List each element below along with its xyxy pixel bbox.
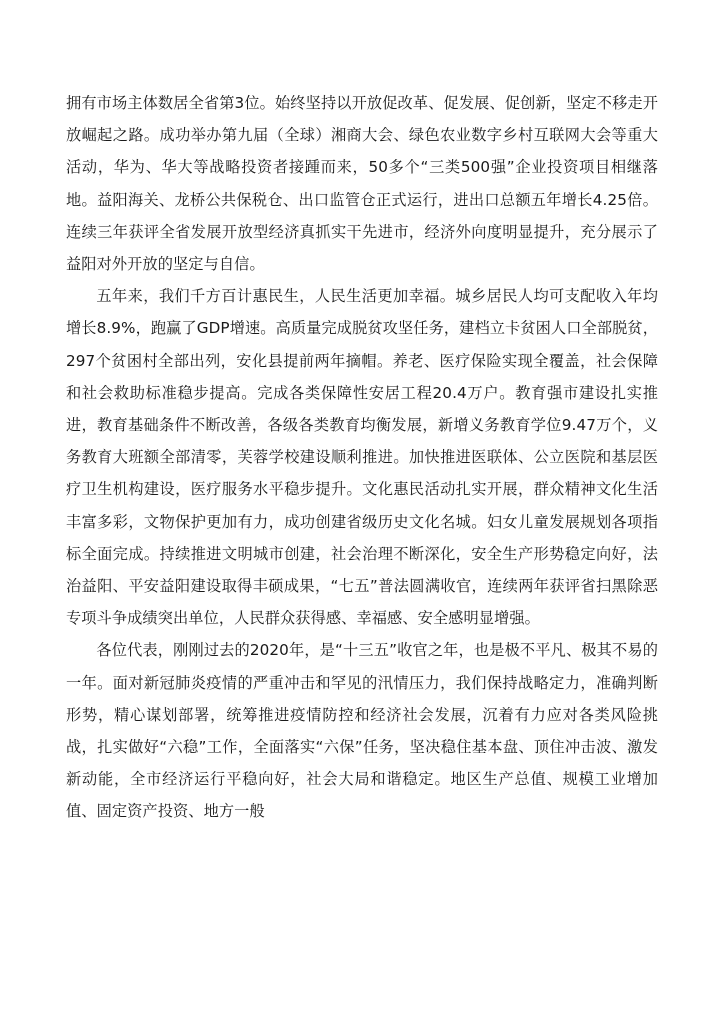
paragraph-2020-review: 各位代表，刚刚过去的2020年，是“十三五”收官之年，也是极不平凡、极其不易的一年。面对新冠肺炎疫情的严重冲击和罕见的汛情压力，我们保持战略定力，准确判断形势，精心谋划部署，统筹推进疫情防控和经济社会发展，沉着有力应对各类风险挑战，扎实做好“六稳”工作，全面落实“六保”任务，坚决稳住基本盘、顶住冲击波、激发新动能，全市经济运行平稳向好，社会大局和谐稳定。地区生产总值、规模工业增加值、固定资产投资、地方一般 [66, 641, 658, 821]
paragraph-livelihood: 五年来，我们千方百计惠民生，人民生活更加幸福。城乡居民人均可支配收入年均增长8.9%，跑赢了GDP增速。高质量完成脱贫攻坚任务，建档立卡贫困人口全部脱贫，297个贫困村全部出列，安化县提前两年摘帽。养老、医疗保险实现全覆盖，社会保障和社会救助标准稳步提高。完成各类保障性安居工程20.4万户。教育强市建设扎实推进，教育基础条件不断改善，各级各类教育均衡发展，新增义务教育学位9.47万个，义务教育大班额全部清零，芙蓉学校建设顺利推进。加快推进医联体、公立医院和基层医疗卫生机构建设，医疗服务水平稳步提升。文化惠民活动扎实开展，群众精神文化生活丰富多彩，文物保护更加有力，成功创建省级历史文化名城。妇女儿童发展规划各项指标全面完成。持续推进文明城市创建，社会治理不断深化，安全生产形势稳定向好，法治益阳、平安益阳建设取得丰硕成果，“七五”普法圆满收官，连续两年获评省扫黑除恶专项斗争成绩突出单位，人民群众获得感、幸福感、安全感明显增强。 [66, 287, 658, 628]
document-body [66, 87, 658, 828]
paragraph-opening-policy: 拥有市场主体数居全省第3位。始终坚持以开放促改革、促发展、促创新，坚定不移走开放崛起之路。成功举办第九届（全球）湘商大会、绿色农业数字乡村互联网大会等重大活动，华为、华大等战略投资者接踵而来，50多个“三类500强”企业投资项目相继落地。益阳海关、龙桥公共保税仓、出口监管仓正式运行，进出口总额五年增长4.25倍。连续三年获评全省发展开放型经济真抓实干先进市，经济外向度明显提升，充分展示了益阳对外开放的坚定与自信。 [66, 94, 658, 274]
